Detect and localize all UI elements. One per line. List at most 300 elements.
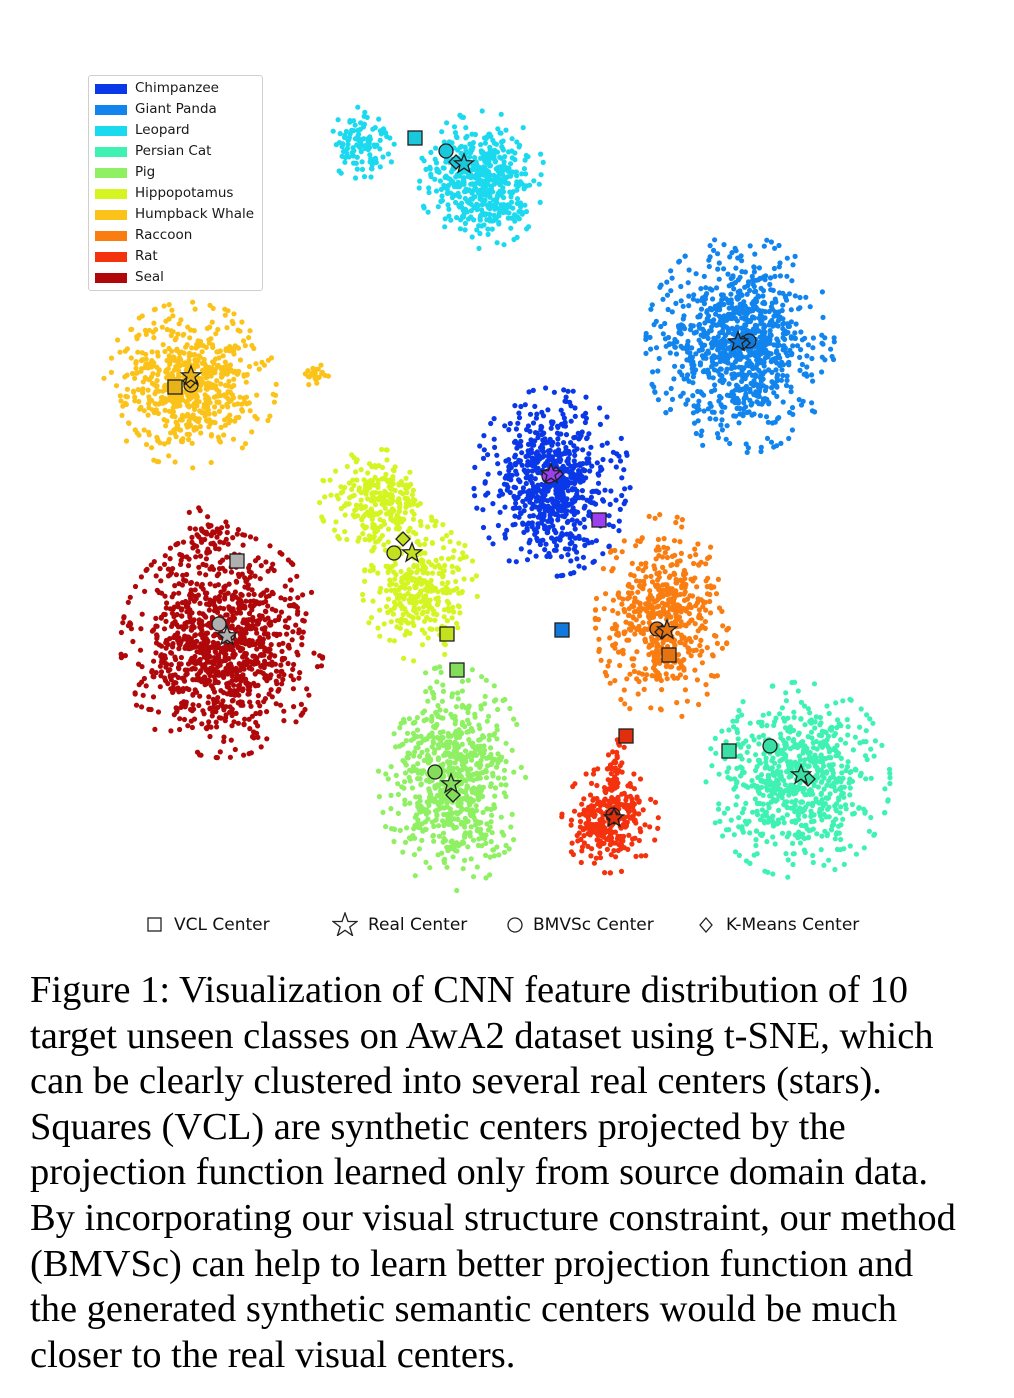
data-point (410, 509, 415, 514)
data-point (198, 668, 203, 673)
data-point (119, 630, 124, 635)
data-point (523, 171, 528, 176)
data-point (196, 674, 201, 679)
data-point (404, 629, 409, 634)
data-point (729, 372, 734, 377)
data-point (164, 419, 169, 424)
data-point (414, 570, 419, 575)
data-point (411, 499, 416, 504)
data-point (752, 284, 757, 289)
data-point (743, 404, 748, 409)
data-point (180, 600, 185, 605)
data-point (783, 294, 788, 299)
data-point (375, 571, 380, 576)
data-point (197, 571, 202, 576)
data-point (470, 234, 475, 239)
data-point (407, 470, 412, 475)
data-point (408, 482, 413, 487)
data-point (466, 173, 471, 178)
data-point (446, 606, 451, 611)
data-point (555, 436, 560, 441)
data-point (429, 518, 434, 523)
data-point (397, 505, 402, 510)
data-point (599, 658, 604, 663)
data-point (513, 461, 518, 466)
data-point (187, 646, 192, 651)
data-point (242, 717, 247, 722)
data-point (776, 415, 781, 420)
data-point (181, 540, 186, 545)
data-point (197, 694, 202, 699)
data-point (207, 734, 212, 739)
data-point (314, 381, 319, 386)
data-point (216, 582, 221, 587)
data-point (457, 604, 462, 609)
data-point (730, 394, 735, 399)
data-point (411, 488, 416, 493)
data-point (655, 368, 660, 373)
data-point (472, 493, 477, 498)
data-point (766, 367, 771, 372)
data-point (615, 611, 620, 616)
data-point (746, 348, 751, 353)
data-point (265, 603, 270, 608)
data-point (756, 346, 761, 351)
data-point (803, 371, 808, 376)
data-point (353, 175, 358, 180)
data-point (428, 626, 433, 631)
data-point (517, 490, 522, 495)
data-point (353, 123, 358, 128)
data-point (514, 426, 519, 431)
data-point (686, 294, 691, 299)
data-point (440, 536, 445, 541)
data-point (368, 174, 373, 179)
data-point (712, 338, 717, 343)
data-point (291, 662, 296, 667)
data-point (797, 355, 802, 360)
data-point (161, 342, 166, 347)
data-point (139, 664, 144, 669)
data-point (422, 158, 427, 163)
data-point (425, 571, 430, 576)
data-point (173, 672, 178, 677)
data-point (173, 459, 178, 464)
data-point (354, 161, 359, 166)
data-point (425, 589, 430, 594)
data-point (505, 488, 510, 493)
data-point (268, 619, 273, 624)
data-point (209, 683, 214, 688)
data-point (163, 619, 168, 624)
data-point (462, 576, 467, 581)
data-point (720, 427, 725, 432)
data-point (333, 469, 338, 474)
data-point (577, 495, 582, 500)
data-point (207, 566, 212, 571)
data-point (749, 364, 754, 369)
data-point (686, 303, 691, 308)
data-point (247, 400, 252, 405)
data-point (144, 683, 149, 688)
data-point (223, 313, 228, 318)
data-point (695, 677, 700, 682)
data-point (678, 284, 683, 289)
data-point (763, 309, 768, 314)
data-point (257, 601, 262, 606)
data-point (528, 437, 533, 442)
data-point (184, 624, 189, 629)
data-point (728, 292, 733, 297)
data-point (166, 397, 171, 402)
data-point (177, 716, 182, 721)
data-point (600, 551, 605, 556)
data-point (243, 677, 248, 682)
data-point (457, 204, 462, 209)
data-point (288, 577, 293, 582)
data-point (509, 136, 514, 141)
data-point (571, 475, 576, 480)
data-point (544, 487, 549, 492)
data-point (242, 629, 247, 634)
data-point (196, 534, 201, 539)
data-point (391, 518, 396, 523)
data-point (550, 511, 555, 516)
data-point (794, 321, 799, 326)
data-point (384, 457, 389, 462)
data-point (548, 448, 553, 453)
data-point (443, 159, 448, 164)
data-point (247, 328, 252, 333)
data-point (151, 321, 156, 326)
data-point (234, 691, 239, 696)
data-point (142, 676, 147, 681)
data-point (819, 369, 824, 374)
data-point (250, 615, 255, 620)
data-point (433, 157, 438, 162)
data-point (808, 304, 813, 309)
data-point (218, 749, 223, 754)
data-point (761, 360, 766, 365)
data-point (519, 209, 524, 214)
data-point (605, 663, 610, 668)
data-point (481, 456, 486, 461)
data-point (185, 604, 190, 609)
data-point (144, 567, 149, 572)
data-point (214, 645, 219, 650)
data-point (217, 715, 222, 720)
data-point (766, 400, 771, 405)
data-point (162, 303, 167, 308)
data-point (180, 417, 185, 422)
data-point (563, 445, 568, 450)
data-point (157, 367, 162, 372)
data-point (681, 391, 686, 396)
data-point (770, 324, 775, 329)
data-point (227, 606, 232, 611)
data-point (170, 414, 175, 419)
data-point (477, 443, 482, 448)
data-point (267, 655, 272, 660)
data-point (541, 413, 546, 418)
data-point (496, 221, 501, 226)
data-point (586, 431, 591, 436)
data-point (255, 416, 260, 421)
data-point (257, 635, 262, 640)
data-point (665, 293, 670, 298)
data-point (423, 566, 428, 571)
data-point (461, 215, 466, 220)
data-point (291, 677, 296, 682)
data-point (721, 266, 726, 271)
data-point (167, 636, 172, 641)
data-point (247, 638, 252, 643)
data-point (725, 423, 730, 428)
data-point (687, 267, 692, 272)
data-point (614, 451, 619, 456)
data-point (272, 653, 277, 658)
data-point (531, 178, 536, 183)
data-point (152, 410, 157, 415)
data-point (387, 509, 392, 514)
data-point (187, 510, 192, 515)
data-point (777, 343, 782, 348)
data-point (158, 653, 163, 658)
data-point (486, 169, 491, 174)
data-point (178, 562, 183, 567)
data-point (698, 286, 703, 291)
data-point (680, 364, 685, 369)
data-point (411, 658, 416, 663)
data-point (272, 400, 277, 405)
data-point (158, 566, 163, 571)
data-point (181, 699, 186, 704)
data-point (118, 393, 123, 398)
data-point (354, 459, 359, 464)
data-point (744, 355, 749, 360)
data-point (126, 623, 131, 628)
data-point (437, 170, 442, 175)
data-point (199, 410, 204, 415)
data-point (527, 514, 532, 519)
data-point (506, 457, 511, 462)
data-point (441, 545, 446, 550)
data-point (713, 312, 718, 317)
data-point (664, 280, 669, 285)
data-point (742, 285, 747, 290)
data-point (151, 659, 156, 664)
data-point (384, 604, 389, 609)
data-point (458, 557, 463, 562)
data-point (830, 354, 835, 359)
data-point (628, 628, 633, 633)
data-point (545, 530, 550, 535)
data-point (243, 441, 248, 446)
data-point (497, 155, 502, 160)
data-point (428, 172, 433, 177)
data-point (622, 486, 627, 491)
data-point (472, 465, 477, 470)
data-point (729, 276, 734, 281)
data-point (377, 634, 382, 639)
data-point (160, 325, 165, 330)
data-point (768, 287, 773, 292)
data-point (436, 599, 441, 604)
data-point (350, 478, 355, 483)
data-point (739, 326, 744, 331)
data-point (504, 482, 509, 487)
data-point (756, 401, 761, 406)
data-point (217, 409, 222, 414)
data-point (313, 376, 318, 381)
data-point (519, 450, 524, 455)
data-point (796, 306, 801, 311)
data-point (475, 171, 480, 176)
data-point (656, 397, 661, 402)
data-point (282, 597, 287, 602)
data-point (228, 418, 233, 423)
data-point (289, 587, 294, 592)
data-point (369, 548, 374, 553)
data-point (218, 560, 223, 565)
data-point (507, 472, 512, 477)
data-point (153, 616, 158, 621)
data-point (309, 590, 314, 595)
data-point (288, 596, 293, 601)
data-point (692, 421, 697, 426)
data-point (718, 422, 723, 427)
data-point (378, 536, 383, 541)
data-point (164, 605, 169, 610)
data-point (255, 683, 260, 688)
data-point (231, 311, 236, 316)
data-point (503, 175, 508, 180)
data-point (514, 472, 519, 477)
data-point (175, 601, 180, 606)
data-point (355, 539, 360, 544)
data-point (593, 626, 598, 631)
data-point (501, 147, 506, 152)
data-point (573, 526, 578, 531)
data-point (182, 351, 187, 356)
data-point (213, 356, 218, 361)
data-point (534, 453, 539, 458)
data-point (302, 618, 307, 623)
data-point (388, 608, 393, 613)
data-point (471, 217, 476, 222)
data-point (624, 453, 629, 458)
data-point (739, 253, 744, 258)
data-point (473, 132, 478, 137)
data-point (170, 373, 175, 378)
data-point (759, 445, 764, 450)
data-point (752, 315, 757, 320)
data-point (231, 437, 236, 442)
data-point (759, 379, 764, 384)
data-point (586, 451, 591, 456)
data-point (169, 677, 174, 682)
data-point (249, 667, 254, 672)
data-point (429, 562, 434, 567)
data-point (477, 231, 482, 236)
data-point (223, 519, 228, 524)
data-point (463, 209, 468, 214)
data-point (411, 615, 416, 620)
data-point (373, 125, 378, 130)
data-point (247, 611, 252, 616)
data-point (241, 753, 246, 758)
data-point (159, 660, 164, 665)
data-point (525, 470, 530, 475)
data-point (259, 744, 264, 749)
data-point (132, 398, 137, 403)
data-point (515, 196, 520, 201)
data-point (773, 420, 778, 425)
data-point (162, 626, 167, 631)
data-point (270, 562, 275, 567)
data-point (336, 117, 341, 122)
data-point (735, 354, 740, 359)
data-point (392, 600, 397, 605)
data-point (370, 599, 375, 604)
data-point (773, 297, 778, 302)
data-point (140, 313, 145, 318)
data-point (811, 335, 816, 340)
data-point (459, 144, 464, 149)
data-point (382, 492, 387, 497)
data-point (717, 260, 722, 265)
data-point (643, 351, 648, 356)
data-point (125, 387, 130, 392)
data-point (212, 597, 217, 602)
data-point (369, 491, 374, 496)
data-point (619, 493, 624, 498)
data-point (257, 367, 262, 372)
data-point (497, 471, 502, 476)
data-point (230, 535, 235, 540)
data-point (798, 329, 803, 334)
data-point (233, 652, 238, 657)
data-point (545, 407, 550, 412)
data-point (410, 620, 415, 625)
data-point (514, 169, 519, 174)
data-point (580, 461, 585, 466)
data-point (437, 571, 442, 576)
data-point (719, 409, 724, 414)
data-point (661, 331, 666, 336)
data-point (650, 302, 655, 307)
data-point (234, 580, 239, 585)
data-point (211, 601, 216, 606)
data-point (656, 537, 661, 542)
data-point (602, 488, 607, 493)
data-point (378, 138, 383, 143)
data-point (534, 554, 539, 559)
data-point (326, 374, 331, 379)
data-point (328, 478, 333, 483)
data-point (291, 704, 296, 709)
data-point (619, 602, 624, 607)
data-point (402, 593, 407, 598)
data-point (320, 478, 325, 483)
data-point (694, 431, 699, 436)
data-point (382, 621, 387, 626)
data-point (279, 649, 284, 654)
data-point (648, 347, 653, 352)
data-point (120, 620, 125, 625)
data-point (206, 424, 211, 429)
data-point (714, 285, 719, 290)
